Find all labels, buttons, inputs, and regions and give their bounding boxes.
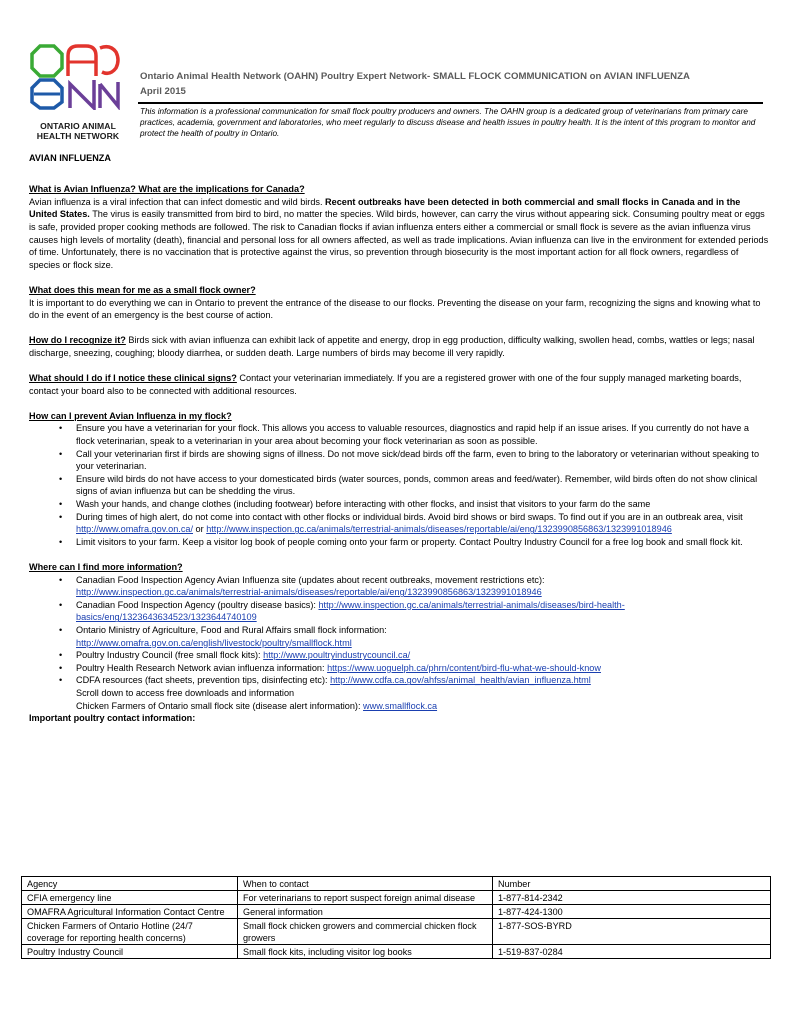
logo-caption-line1: ONTARIO ANIMAL bbox=[40, 121, 116, 131]
table-row bbox=[22, 945, 771, 959]
column-header: When to contact bbox=[238, 877, 493, 891]
omafra-smallflock-link[interactable]: http://www.omafra.gov.on.ca/english/livestock/poultry/smallflock.html bbox=[76, 637, 352, 648]
header-intro: This information is a professional communication for small flock poultry producers and owners. The OAHN group is a dedicated group of veterinarians from primary care practices, academia, government and laboratories, who meet regularly to discuss disease and health issues in poultry health. It is the intent of this program to monitor and protect the health of poultry in Ontario. bbox=[140, 107, 756, 139]
section-paragraph bbox=[29, 334, 769, 359]
cfia-ai-link[interactable]: http://www.inspection.gc.ca/animals/terrestrial-animals/diseases/reportable/ai/eng/1323990856863/1323991018946 bbox=[76, 587, 542, 598]
bullet-icon: • bbox=[59, 473, 63, 484]
list-item-text: Poultry Industry Council (free small flock kits): bbox=[76, 650, 264, 661]
list-item-text: Limit visitors to your farm. Keep a visitor log book of people coming onto your farm or property. Contact Poultry Industry Council for a free log book and small flock kit. bbox=[76, 536, 743, 547]
logo-caption-line2: HEALTH NETWORK bbox=[36, 131, 120, 141]
resource-note: Scroll down to access free downloads and information bbox=[76, 687, 295, 698]
table-cell: 1-877-424-1300 bbox=[493, 905, 771, 919]
bullet-icon: • bbox=[59, 423, 63, 434]
table-cell: CFIA emergency line bbox=[22, 891, 238, 905]
main-title: AVIAN INFLUENZA bbox=[29, 153, 111, 163]
list-item-text: Call your veterinarian first if birds are showing signs of illness. Do not move sick/dead birds off the farm, even to bring to the laboratory or veterinarian without speaking to your veterinarian. bbox=[76, 448, 760, 472]
table-row bbox=[22, 891, 771, 905]
list-item bbox=[29, 422, 769, 447]
list-item bbox=[29, 448, 769, 473]
list-item bbox=[29, 662, 769, 675]
bullet-icon: • bbox=[59, 624, 63, 635]
list-item bbox=[29, 649, 769, 662]
list-item-text: Ensure you have a veterinarian for your flock. This allows you access to valuable resources, diagnostics and rapid help if an issue arises. If you currently do not have a flock veterinarian, speak to a veterinarian in your area about becoming your flock veterinarian as soon as possible. bbox=[76, 423, 749, 447]
header-divider bbox=[138, 102, 763, 104]
section-heading: How can I prevent Avian Influenza in my flock? bbox=[29, 410, 232, 421]
cfia-bird-health-link[interactable]: http://www.inspection.gc.ca/animals/terrestrial-animals/diseases/bird-health-basics/eng/1323643634523/1323644740109 bbox=[76, 599, 625, 623]
table-cell: Poultry Industry Council bbox=[22, 945, 238, 959]
resources-list bbox=[29, 574, 769, 687]
list-item-text: Chicken Farmers of Ontario small flock site (disease alert information): bbox=[76, 700, 364, 711]
table-row bbox=[22, 905, 771, 919]
list-item-text: or bbox=[193, 524, 207, 535]
header-date: April 2015 bbox=[140, 86, 186, 97]
list-item bbox=[29, 624, 769, 649]
bullet-icon: • bbox=[59, 599, 63, 610]
column-header: Number bbox=[493, 877, 771, 891]
list-item bbox=[29, 498, 769, 511]
table-cell: Small flock kits, including visitor log books bbox=[238, 945, 493, 959]
bullet-icon: • bbox=[59, 662, 63, 673]
list-item bbox=[29, 574, 769, 599]
text-span: The virus is easily transmitted from bird to bird, no matter the species. Wild birds, however, can carry the virus without appearing sick. Consuming poultry meat or eggs is safe, provided proper cooking methods are followed. The risk to Canadian flocks if avian influenza enters either a commercial or small flock is severe as the avian influenza virus causes high levels of mortality (death), financial and personal loss for all owners affected, as well as trade implications. Avian influenza can live in the environment for extended periods of time. Unfortunately, there is no vaccination that is protective against the virus, so prevention through biosecurity is the most important action for all flock owners, regardless of species or flock size. bbox=[29, 209, 769, 270]
list-item-text: CDFA resources (fact sheets, prevention tips, disinfecting etc): bbox=[76, 675, 331, 686]
header-title: Ontario Animal Health Network (OAHN) Poultry Expert Network- SMALL FLOCK COMMUNICATION on AVIAN INFLUENZA bbox=[140, 71, 690, 82]
section-paragraph bbox=[29, 196, 769, 272]
table-cell: 1-519-837-0284 bbox=[493, 945, 771, 959]
text-span: Contact your veterinarian immediately. If you are a registered grower with one of the four supply managed marketing boards, contact your board also to be connected with additional resources. bbox=[29, 373, 742, 396]
bullet-icon: • bbox=[59, 511, 63, 522]
cdfa-link[interactable]: http://www.cdfa.ca.gov/ahfss/animal_health/avian_influenza.html bbox=[330, 675, 591, 686]
inline-heading: What should I do if I notice these clinical signs? bbox=[29, 373, 237, 384]
bullet-icon: • bbox=[59, 448, 63, 459]
bullet-icon: • bbox=[59, 536, 63, 547]
list-item-text: Canadian Food Inspection Agency Avian Influenza site (updates about recent outbreaks, movement restrictions etc): bbox=[76, 574, 545, 585]
list-item-text: Ensure wild birds do not have access to your domesticated birds (water sources, ponds, common areas and feed/water). Remember, wild birds often do not show clinical signs of avian influenza but can be shedding the virus. bbox=[76, 473, 758, 497]
list-item bbox=[29, 511, 769, 536]
list-item-text: Canadian Food Inspection Agency (poultry disease basics): bbox=[76, 599, 319, 610]
list-item-text: Wash your hands, and change clothes (including footwear) before interacting with other flocks, and insist that visitors to your farm do the same bbox=[76, 499, 651, 510]
table-cell: For veterinarians to report suspect foreign animal disease bbox=[238, 891, 493, 905]
table-row bbox=[22, 919, 771, 945]
table-cell: 1-877-SOS-BYRD bbox=[493, 919, 771, 945]
list-item bbox=[29, 599, 769, 624]
text-span: Birds sick with avian influenza can exhibit lack of appetite and energy, drop in egg production, difficulty walking, swollen head, combs, wattles or legs; nasal discharge, sneezing, coughing; bloody diarrhea, or sudden death. Large numbers of birds may become ill very rapidly. bbox=[29, 335, 755, 358]
list-item-text: During times of high alert, do not come into contact with other flocks or individual birds. Avoid bird shows or bird swaps. To find out if you are in an outbreak area, visit bbox=[76, 511, 743, 522]
list-item bbox=[29, 674, 769, 687]
document-body bbox=[29, 152, 769, 725]
pic-link[interactable]: http://www.poultryindustrycouncil.ca/ bbox=[263, 650, 411, 661]
list-item-text: Poultry Health Research Network avian influenza information: bbox=[76, 662, 328, 673]
logo-caption bbox=[26, 121, 130, 141]
contacts-table bbox=[21, 876, 771, 959]
text-span: Avian influenza is a viral infection that can infect domestic and wild birds. bbox=[29, 196, 326, 207]
column-header: Agency bbox=[22, 877, 238, 891]
omafra-link[interactable]: http://www.omafra.gov.on.ca/ bbox=[76, 524, 193, 535]
section-heading: Where can I find more information? bbox=[29, 562, 183, 572]
cfia-ai-link[interactable]: http://www.inspection.gc.ca/animals/terrestrial-animals/diseases/reportable/ai/eng/1323990856863/1323991018946 bbox=[206, 524, 672, 535]
phrn-link[interactable]: https://www.uoguelph.ca/phrn/content/bird-flu-what-we-should-know bbox=[327, 662, 601, 673]
bullet-icon: • bbox=[59, 650, 63, 661]
smallflock-link[interactable]: www.smallflock.ca bbox=[363, 700, 438, 711]
table-cell: OMAFRA Agricultural Information Contact Centre bbox=[22, 905, 238, 919]
text-span-bold: Recent outbreaks have been detected in both commercial and small flocks in Canada and in the United States. bbox=[29, 196, 741, 220]
table-cell: 1-877-814-2342 bbox=[493, 891, 771, 905]
inline-heading: How do I recognize it? bbox=[29, 335, 126, 346]
prevention-list bbox=[29, 422, 769, 548]
bullet-icon: • bbox=[59, 499, 63, 510]
list-item bbox=[29, 536, 769, 549]
list-item bbox=[29, 473, 769, 498]
table-cell: Chicken Farmers of Ontario Hotline (24/7 coverage for reporting health concerns) bbox=[22, 919, 238, 945]
bullet-icon: • bbox=[59, 675, 63, 686]
oahn-logo bbox=[30, 44, 122, 110]
table-cell: General information bbox=[238, 905, 493, 919]
section-paragraph bbox=[29, 372, 769, 397]
table-cell: Small flock chicken growers and commercial chicken flock growers bbox=[238, 919, 493, 945]
bullet-icon: • bbox=[59, 574, 63, 585]
section-heading: What does this mean for me as a small flock owner? bbox=[29, 284, 256, 295]
table-header-row bbox=[22, 877, 771, 891]
resource-note bbox=[29, 700, 769, 713]
list-item-text: Ontario Ministry of Agriculture, Food and Rural Affairs small flock information: bbox=[76, 624, 387, 635]
section-paragraph: It is important to do everything we can in Ontario to prevent the entrance of the disease to our flocks. Preventing the disease on your farm, recognizing the signs and knowing what to do in the event of an emergency is the best course of action. bbox=[29, 297, 761, 321]
section-heading: What is Avian Influenza? What are the implications for Canada? bbox=[29, 184, 305, 195]
contacts-heading: Important poultry contact information: bbox=[29, 713, 196, 724]
